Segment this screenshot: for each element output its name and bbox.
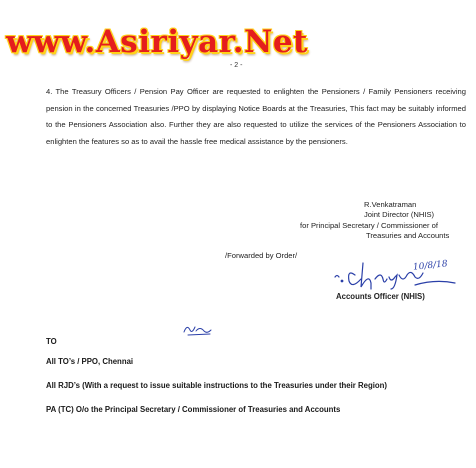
accounts-officer-label: Accounts Officer (NHIS): [336, 292, 425, 301]
signatory-name: R.Venkatraman: [364, 200, 417, 209]
signatory-designation: Joint Director (NHIS): [364, 210, 435, 220]
recipient-item: All RJD’s (With a request to issue suitable instructions to the Treasuries under their Region): [46, 381, 388, 390]
handwritten-date: 10/8/18: [412, 259, 449, 273]
body-paragraph: 4. The Treasury Officers / Pension Pay Officer are requested to enlighten the Pensioners / Family Pensioners receiving pension in the concerned Treasuries /PPO by displaying Notice Boards at the Treasuries, This fact may be suitably informed to the Pensioners Association also. Further they are also requested to utilize the services of the Pensioners Association to enlighten the features so as to avail the hassle free medical assistance by the pensioners.: [46, 87, 466, 147]
initial-mark: [182, 322, 216, 343]
recipient-item: All TO’s / PPO, Chennai: [46, 357, 134, 366]
signatory-office: Treasuries and Accounts: [366, 231, 450, 241]
watermark-logo: www.Asiriyar.Net: [6, 24, 308, 60]
signatory-block: [300, 200, 470, 242]
recipient-item: PA (TC) O/o the Principal Secretary / Commissioner of Treasuries and Accounts: [46, 405, 341, 414]
signatory-for-line: for Principal Secretary / Commissioner of: [300, 220, 438, 230]
forwarded-by-order: /Forwarded by Order/: [225, 251, 298, 260]
page-number: - 2 -: [230, 62, 243, 69]
to-label: TO: [46, 337, 57, 346]
